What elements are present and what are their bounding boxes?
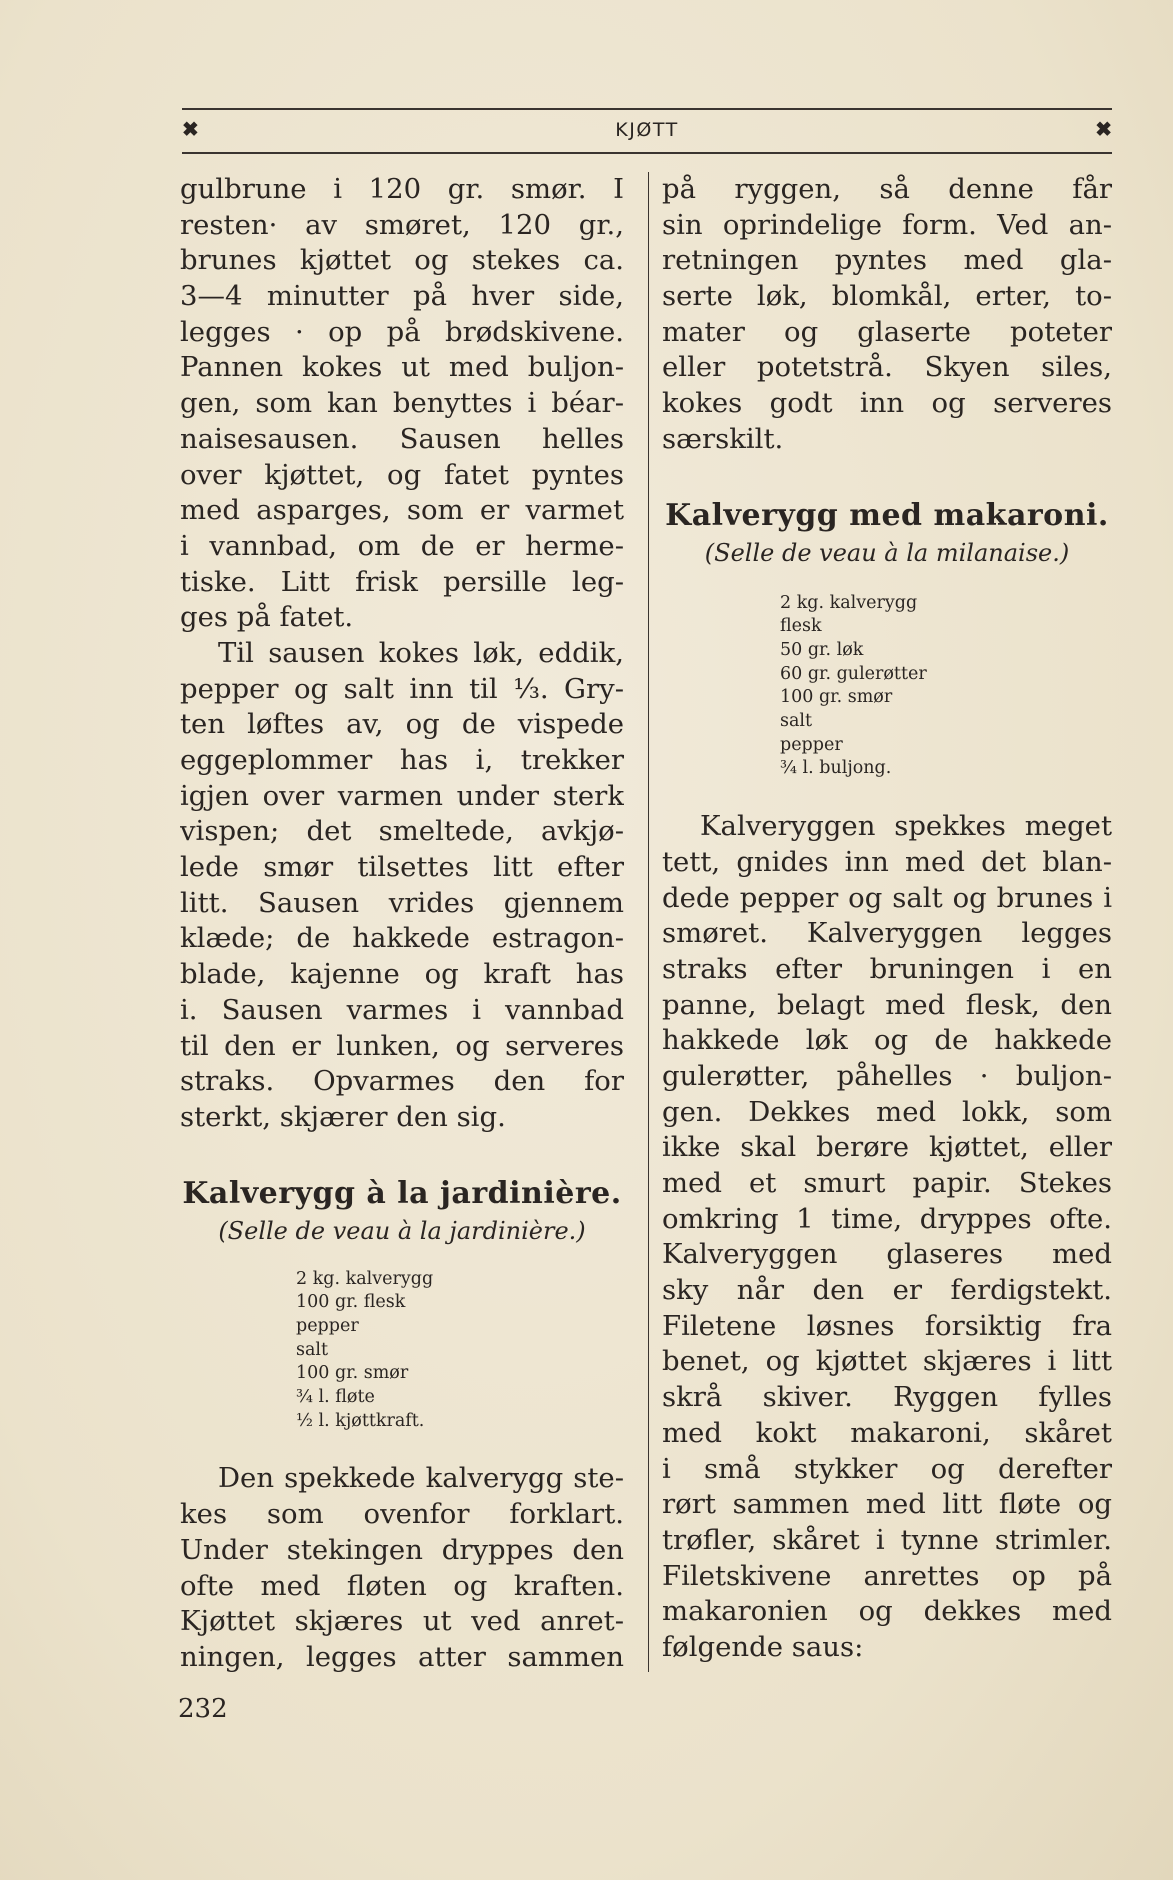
- ingredient-item: ½ l. kjøttkraft.: [296, 1410, 425, 1431]
- text-line: gulerøtter, påhelles · buljon-: [662, 1059, 1112, 1092]
- ingredient-item: 2 kg. kalverygg: [296, 1268, 434, 1289]
- text-line: ikke skal berøre kjøttet, eller: [662, 1131, 1112, 1164]
- text-line: vispen; det smeltede, avkjø-: [180, 815, 624, 848]
- recipe-subtitle: (Selle de veau à la milanaise.): [704, 538, 1070, 567]
- ingredient-item: 50 gr. løk: [780, 639, 864, 660]
- recipe-title: Kalverygg à la jardinière.: [182, 1175, 622, 1211]
- ingredient-list: [662, 592, 1112, 782]
- ingredient-item: 100 gr. smør: [296, 1363, 409, 1384]
- header-ornament-right: ✖: [1095, 117, 1112, 141]
- text-line: sterkt, skjærer den sig.: [180, 1100, 506, 1133]
- text-line: i. Sausen varmes i vannbad: [180, 993, 624, 1026]
- text-line: omkring 1 time, dryppes ofte.: [662, 1202, 1112, 1235]
- text-line: Under stekingen dryppes den: [180, 1533, 624, 1566]
- text-line: pepper og salt inn til ⅓. Gry-: [180, 672, 624, 705]
- running-header: [182, 108, 1112, 154]
- recipe-title: Kalverygg med makaroni.: [665, 497, 1109, 533]
- text-line: blade, kajenne og kraft has: [180, 958, 624, 991]
- text-line: Den spekkede kalverygg ste-: [218, 1462, 624, 1495]
- text-line: i små stykker og derefter: [662, 1452, 1112, 1485]
- ingredient-item: 60 gr. gulerøtter: [780, 663, 927, 684]
- text-line: Pannen kokes ut med buljon-: [180, 351, 624, 384]
- text-line: over kjøttet, og fatet pyntes: [180, 458, 624, 491]
- text-line: særskilt.: [662, 422, 784, 455]
- paragraph: [180, 172, 624, 636]
- ingredient-item: pepper: [780, 734, 843, 755]
- text-line: smøret. Kalveryggen legges: [662, 917, 1112, 950]
- text-line: Kalveryggen glaseres med: [662, 1238, 1112, 1271]
- text-line: sin oprindelige form. Ved an-: [662, 208, 1112, 241]
- text-line: ofte med fløten og kraften.: [180, 1569, 624, 1602]
- text-line: ningen, legges atter sammen: [180, 1640, 624, 1673]
- ingredient-item: salt: [780, 711, 813, 732]
- text-line: klæde; de hakkede estragon-: [180, 922, 624, 955]
- text-line: 3—4 minutter på hver side,: [180, 280, 624, 313]
- text-line: gen, som kan benyttes i béar-: [180, 387, 624, 420]
- text-line: lede smør tilsettes litt efter: [180, 851, 624, 884]
- text-line: litt. Sausen vrides gjennem: [180, 886, 624, 919]
- header-ornament-left: ✖: [182, 117, 199, 141]
- text-line: med asparges, som er varmet: [180, 494, 624, 527]
- text-line: retningen pyntes med gla-: [662, 244, 1112, 277]
- ingredient-item: 100 gr. smør: [780, 687, 893, 708]
- text-line: rørt sammen med litt fløte og: [662, 1488, 1112, 1521]
- text-line: gulbrune i 120 gr. smør. I: [180, 173, 624, 205]
- text-line: kokes godt inn og serveres: [662, 387, 1112, 420]
- text-line: kes som ovenfor forklart.: [180, 1498, 624, 1531]
- paragraph: [662, 809, 1112, 1666]
- column-divider: [648, 172, 649, 1672]
- text-line: straks. Opvarmes den for: [180, 1065, 624, 1098]
- ingredient-item: 2 kg. kalverygg: [780, 592, 918, 613]
- text-line: Kjøttet skjæres ut ved anret-: [180, 1605, 624, 1638]
- text-line: tiske. Litt frisk persille leg-: [180, 565, 624, 598]
- text-line: straks efter bruningen i en: [662, 952, 1112, 985]
- text-line: Filetskivene anrettes op på: [662, 1559, 1112, 1592]
- text-line: i vannbad, om de er herme-: [180, 529, 624, 562]
- text-line: hakkede løk og de hakkede: [662, 1024, 1112, 1057]
- text-line: gen. Dekkes med lokk, som: [662, 1095, 1112, 1128]
- text-line: legges · op på brødskivene.: [180, 315, 624, 348]
- paragraph: [180, 636, 624, 1136]
- ingredient-list: [180, 1268, 624, 1434]
- text-line: med et smurt papir. Stekes: [662, 1167, 1112, 1199]
- text-line: med kokt makaroni, skåret: [662, 1416, 1112, 1449]
- text-line: tett, gnides inn med det blan-: [662, 845, 1112, 878]
- paragraph: [180, 1461, 624, 1675]
- text-line: mater og glaserte poteter: [662, 315, 1112, 348]
- ingredient-item: flesk: [780, 616, 822, 637]
- text-line: serte løk, blomkål, erter, to-: [662, 280, 1112, 313]
- ingredient-item: 100 gr. flesk: [296, 1292, 406, 1313]
- page-number: 232: [178, 1694, 228, 1724]
- paragraph: [662, 172, 1112, 458]
- right-column: [662, 172, 1112, 1666]
- text-line: ten løftes av, og de vispede: [180, 708, 624, 741]
- text-line: Kalveryggen spekkes meget: [700, 810, 1112, 843]
- ingredient-item: salt: [296, 1339, 329, 1360]
- text-line: panne, belagt med flesk, den: [662, 988, 1112, 1021]
- ingredient-item: pepper: [296, 1315, 359, 1336]
- text-line: igjen over varmen under sterk: [180, 779, 624, 812]
- ingredient-item: ¾ l. buljong.: [780, 758, 892, 779]
- text-line: på ryggen, så denne får: [662, 173, 1112, 205]
- text-line: eller potetstrå. Skyen siles,: [662, 351, 1112, 384]
- left-column: [180, 172, 624, 1676]
- text-line: sky når den er ferdigstekt.: [662, 1274, 1112, 1307]
- text-line: benet, og kjøttet skjæres i litt: [662, 1345, 1112, 1378]
- section-title: KJØTT: [615, 119, 679, 141]
- text-line: til den er lunken, og serveres: [180, 1029, 624, 1062]
- text-line: ges på fatet.: [180, 601, 354, 634]
- text-line: Til sausen kokes løk, eddik,: [218, 636, 624, 669]
- text-line: eggeplommer has i, trekker: [180, 744, 624, 776]
- text-line: skrå skiver. Ryggen fylles: [662, 1381, 1112, 1414]
- text-line: naisesausen. Sausen helles: [180, 422, 624, 455]
- text-line: følgende saus:: [662, 1630, 864, 1663]
- text-line: makaronien og dekkes med: [662, 1595, 1112, 1628]
- text-line: trøfler, skåret i tynne strimler.: [662, 1523, 1112, 1556]
- text-line: brunes kjøttet og stekes ca.: [180, 244, 624, 277]
- text-line: dede pepper og salt og brunes i: [662, 881, 1112, 914]
- text-line: resten· av smøret, 120 gr.,: [180, 208, 624, 241]
- recipe-subtitle: (Selle de veau à la jardinière.): [218, 1216, 586, 1245]
- text-line: Filetene løsnes forsiktig fra: [662, 1309, 1112, 1342]
- ingredient-item: ¾ l. fløte: [296, 1387, 375, 1408]
